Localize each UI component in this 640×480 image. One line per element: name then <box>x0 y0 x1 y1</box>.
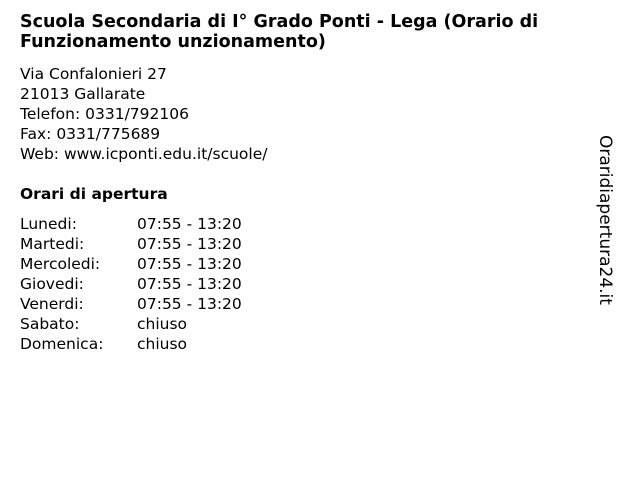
website-link[interactable]: Web: www.icponti.edu.it/scuole/ <box>20 145 268 163</box>
time-value: 07:55 - 13:20 <box>137 295 242 313</box>
time-value: 07:55 - 13:20 <box>137 255 242 273</box>
time-value: chiuso <box>137 315 188 333</box>
title-line-2: Funzionamento unzionamento) <box>20 32 326 52</box>
day-label: Venerdi: <box>20 295 84 313</box>
street-address: Via Confalonieri 27 <box>20 65 167 83</box>
fax-number: Fax: 0331/775689 <box>20 125 161 143</box>
city-postal-code: 21013 Gallarate <box>20 85 146 103</box>
title-line-1: Scuola Secondaria di I° Grado Ponti - Lega (Orario di <box>20 12 539 32</box>
day-label: Sabato: <box>20 315 80 333</box>
site-watermark: Oraridiapertura24.it <box>595 135 615 305</box>
day-label: Domenica: <box>20 335 104 353</box>
day-label: Mercoledi: <box>20 255 101 273</box>
opening-hours-heading: Orari di apertura <box>20 185 168 203</box>
day-label: Giovedi: <box>20 275 84 293</box>
phone-number: Telefon: 0331/792106 <box>20 105 189 123</box>
time-value: chiuso <box>137 335 188 353</box>
time-value: 07:55 - 13:20 <box>137 215 242 233</box>
contact-block <box>20 64 267 164</box>
time-value: 07:55 - 13:20 <box>137 235 242 253</box>
day-label: Martedi: <box>20 235 85 253</box>
page-title <box>20 12 630 52</box>
day-label: Lunedi: <box>20 215 77 233</box>
time-value: 07:55 - 13:20 <box>137 275 242 293</box>
